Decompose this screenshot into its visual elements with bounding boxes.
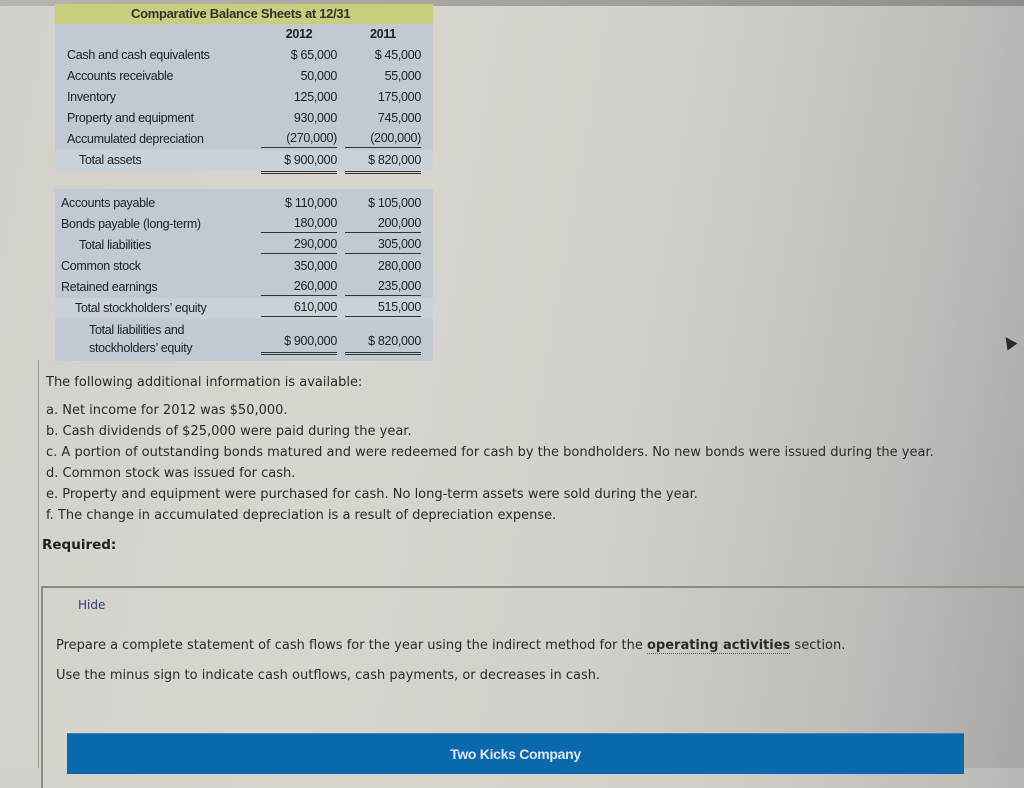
value-2011: 305,000 bbox=[345, 235, 421, 254]
table-row bbox=[55, 214, 433, 235]
table-row bbox=[55, 193, 433, 214]
info-item-d: d. Common stock was issued for cash. bbox=[46, 466, 296, 481]
balance-sheet-title: Comparative Balance Sheets at 12/31 bbox=[55, 4, 433, 24]
value-2011: 175,000 bbox=[377, 90, 421, 104]
hide-link[interactable]: Hide bbox=[78, 598, 106, 612]
table-row bbox=[55, 45, 433, 66]
table-row bbox=[55, 66, 433, 87]
value-2012: 290,000 bbox=[261, 235, 337, 254]
column-header-2012: 2012 bbox=[285, 27, 313, 41]
required-heading: Required: bbox=[42, 537, 117, 553]
value-2012: $ 900,000 bbox=[261, 331, 337, 355]
value-2011: 200,000 bbox=[345, 214, 421, 233]
liabilities-equity-block bbox=[55, 189, 433, 361]
row-label: Total stockholders’ equity bbox=[75, 301, 207, 315]
row-label: Total liabilities bbox=[79, 238, 152, 252]
info-item-a: a. Net income for 2012 was $50,000. bbox=[46, 403, 288, 418]
value-2012: (270,000) bbox=[261, 129, 337, 148]
value-2011: 745,000 bbox=[377, 111, 421, 125]
additional-info-list bbox=[46, 400, 1006, 526]
info-item-f: f. The change in accumulated depreciation is a result of depreciation expense. bbox=[46, 508, 557, 523]
instruction-text-end: section. bbox=[790, 638, 846, 653]
info-item-c: c. A portion of outstanding bonds matured and were redeemed for cash by the bondholders. No new bonds were issued during the year. bbox=[46, 445, 934, 460]
value-2012: $ 900,000 bbox=[261, 150, 337, 174]
row-label: Inventory bbox=[67, 90, 116, 104]
value-2011: 280,000 bbox=[377, 259, 421, 273]
row-label: Retained earnings bbox=[61, 280, 158, 294]
row-label bbox=[89, 321, 192, 357]
table-row bbox=[55, 108, 433, 129]
value-2012: 930,000 bbox=[293, 111, 337, 125]
column-header-row bbox=[55, 24, 433, 45]
instruction-line-1 bbox=[56, 638, 845, 653]
value-2011: $ 820,000 bbox=[345, 150, 421, 174]
value-2011: 235,000 bbox=[345, 277, 421, 296]
additional-information bbox=[46, 375, 1006, 526]
row-label: Cash and cash equivalents bbox=[67, 48, 210, 62]
info-item-e: e. Property and equipment were purchased for cash. No long-term assets were sold during the year. bbox=[46, 487, 698, 502]
value-2011: $ 820,000 bbox=[345, 331, 421, 355]
total-row bbox=[55, 150, 433, 171]
table-row bbox=[55, 129, 433, 150]
value-2012: $ 110,000 bbox=[285, 196, 337, 210]
mouse-pointer-icon bbox=[1001, 334, 1018, 351]
column-header-2011: 2011 bbox=[370, 27, 396, 41]
balance-sheet-table bbox=[55, 4, 433, 361]
value-2012: $ 65,000 bbox=[290, 48, 337, 62]
glossary-term-operating-activities[interactable]: operating activities bbox=[646, 638, 791, 653]
company-name: Two Kicks Company bbox=[450, 746, 581, 762]
value-2012: 125,000 bbox=[293, 90, 337, 104]
value-2011: (200,000) bbox=[345, 129, 421, 148]
value-2012: 50,000 bbox=[300, 69, 337, 83]
value-2011: 55,000 bbox=[384, 69, 421, 83]
row-label: Accounts payable bbox=[61, 196, 155, 210]
row-label: Accounts receivable bbox=[67, 69, 174, 83]
content-left-border bbox=[38, 360, 39, 768]
instruction-text: Prepare a complete statement of cash flows for the year using the indirect method for the bbox=[56, 638, 647, 653]
total-row bbox=[55, 235, 433, 256]
value-2012: 260,000 bbox=[261, 277, 337, 296]
additional-info-intro: The following additional information is available: bbox=[46, 375, 363, 390]
value-2011: 515,000 bbox=[345, 298, 421, 317]
row-label-line1: Total liabilities and bbox=[89, 323, 185, 337]
table-row bbox=[55, 277, 433, 298]
info-item-b: b. Cash dividends of $25,000 were paid during the year. bbox=[46, 424, 412, 439]
value-2012: 350,000 bbox=[293, 259, 337, 273]
value-2012: 180,000 bbox=[261, 214, 337, 233]
instruction-line-2: Use the minus sign to indicate cash outflows, cash payments, or decreases in cash. bbox=[56, 668, 601, 683]
grand-total-row bbox=[55, 319, 433, 361]
row-label: Total assets bbox=[79, 153, 142, 167]
assets-block bbox=[55, 24, 433, 171]
value-2011: $ 105,000 bbox=[368, 196, 421, 210]
table-row bbox=[55, 87, 433, 108]
total-row bbox=[55, 298, 433, 319]
row-label: Property and equipment bbox=[67, 111, 194, 125]
row-label: Accumulated depreciation bbox=[67, 132, 204, 146]
row-label-line2: stockholders’ equity bbox=[89, 341, 193, 355]
value-2012: 610,000 bbox=[261, 298, 337, 317]
table-row bbox=[55, 256, 433, 277]
row-label: Bonds payable (long-term) bbox=[61, 217, 201, 231]
value-2011: $ 45,000 bbox=[374, 48, 421, 62]
row-label: Common stock bbox=[61, 259, 141, 273]
